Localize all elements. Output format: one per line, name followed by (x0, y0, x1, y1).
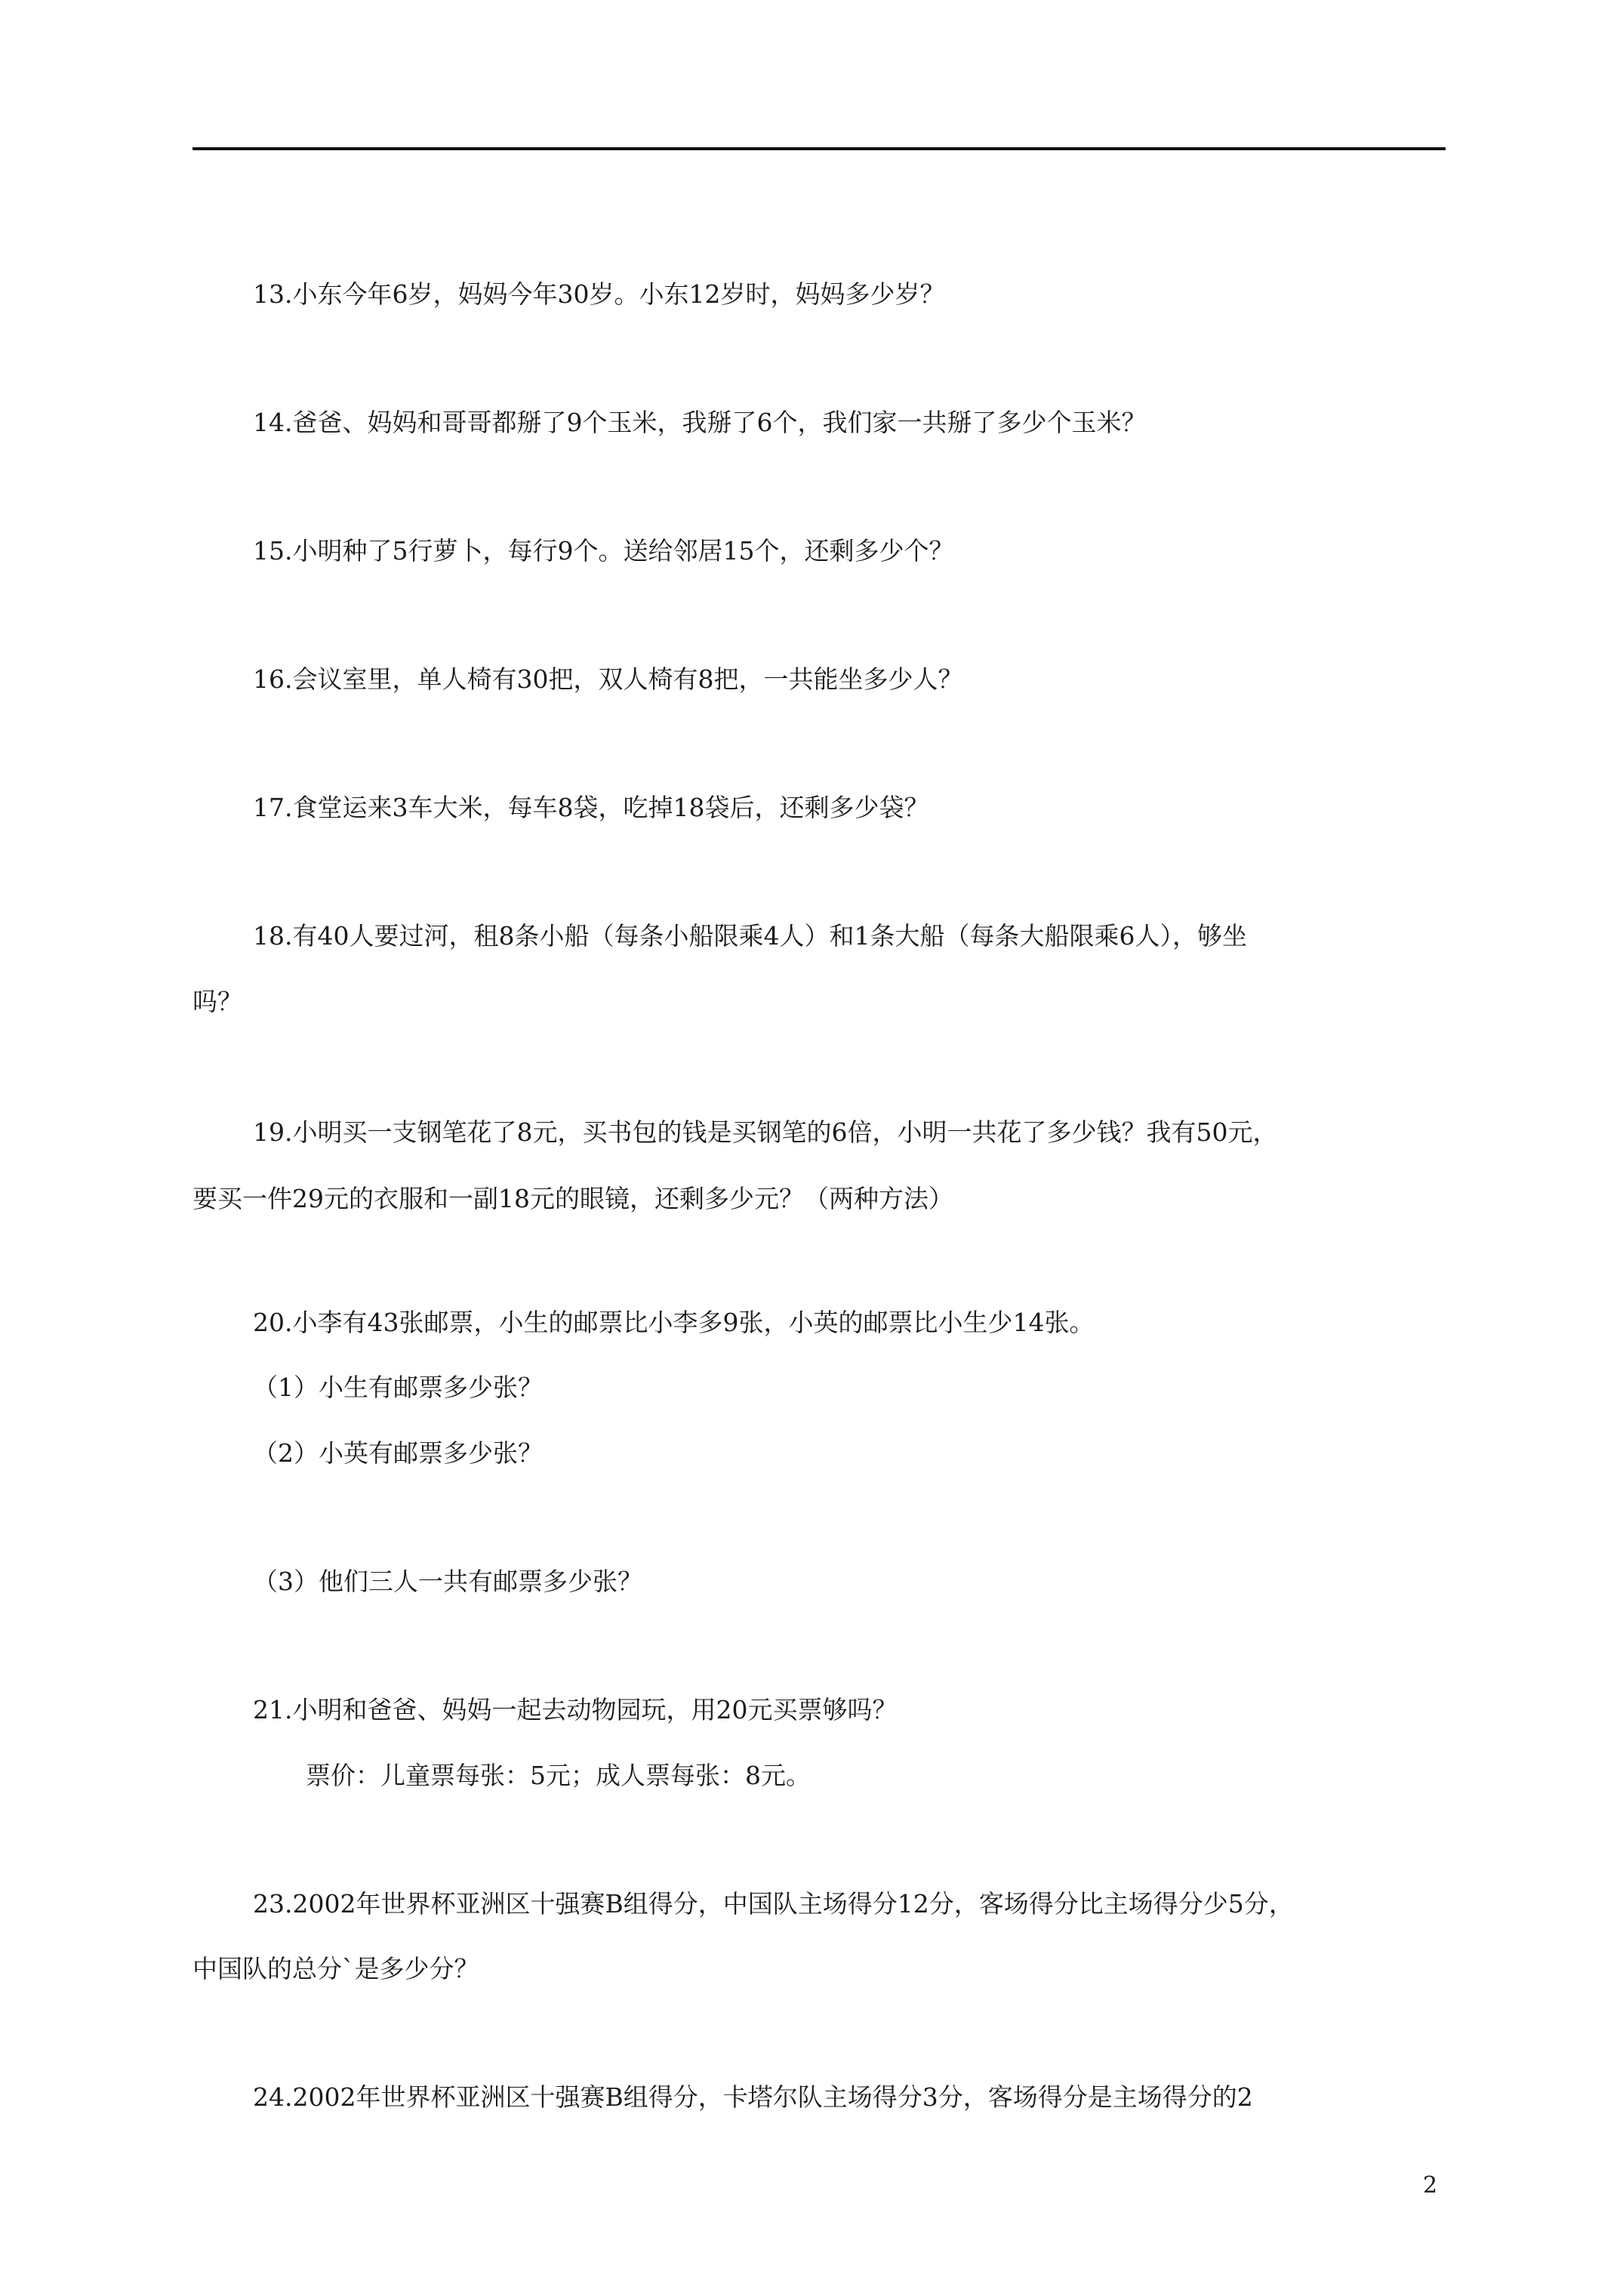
header-rule (192, 147, 1446, 150)
question-20: 20.小李有43张邮票，小生的邮票比小李多9张，小英的邮票比小生少14张。 (253, 1308, 1095, 1337)
question-13: 13.小东今年6岁，妈妈今年30岁。小东12岁时，妈妈多少岁？ (253, 279, 945, 309)
question-14: 14.爸爸、妈妈和哥哥都掰了9个玉米，我掰了6个，我们家一共掰了多少个玉米？ (253, 408, 1147, 437)
question-18-line-1: 18.有40人要过河，租8条小船（每条小船限乘4人）和1条大船（每条大船限乘6人），够坐 (253, 921, 1247, 951)
question-24-line-1: 24.2002年世界杯亚洲区十强赛B组得分，卡塔尔队主场得分3分，客场得分是主场得分的2 (253, 2082, 1253, 2112)
question-20-part-2: （2）小英有邮票多少张？ (253, 1438, 543, 1468)
question-17: 17.食堂运来3车大米，每车8袋，吃掉18袋后，还剩多少袋？ (253, 793, 929, 822)
question-20-part-1: （1）小生有邮票多少张？ (253, 1373, 543, 1402)
question-16: 16.会议室里，单人椅有30把，双人椅有8把，一共能坐多少人？ (253, 664, 963, 694)
question-19-line-2: 要买一件29元的衣服和一副18元的眼镜，还剩多少元？（两种方法） (192, 1184, 953, 1213)
question-21: 21.小明和爸爸、妈妈一起去动物园玩，用20元买票够吗？ (253, 1695, 898, 1724)
question-21-price: 票价：儿童票每张：5元；成人票每张：8元。 (306, 1761, 811, 1790)
question-18-line-2: 吗？ (192, 987, 242, 1016)
question-23-line-2: 中国队的总分`是多少分？ (192, 1954, 479, 1983)
question-15: 15.小明种了5行萝卜，每行9个。送给邻居15个，还剩多少个？ (253, 536, 954, 566)
page-number: 2 (1423, 2172, 1438, 2199)
question-20-part-3: （3）他们三人一共有邮票多少张？ (253, 1567, 642, 1596)
question-19-line-1: 19.小明买一支钢笔花了8元，买书包的钱是买钢笔的6倍，小明一共花了多少钱？我有50元， (253, 1117, 1278, 1147)
question-23-line-1: 23.2002年世界杯亚洲区十强赛B组得分，中国队主场得分12分，客场得分比主场得分少5分， (253, 1889, 1294, 1918)
